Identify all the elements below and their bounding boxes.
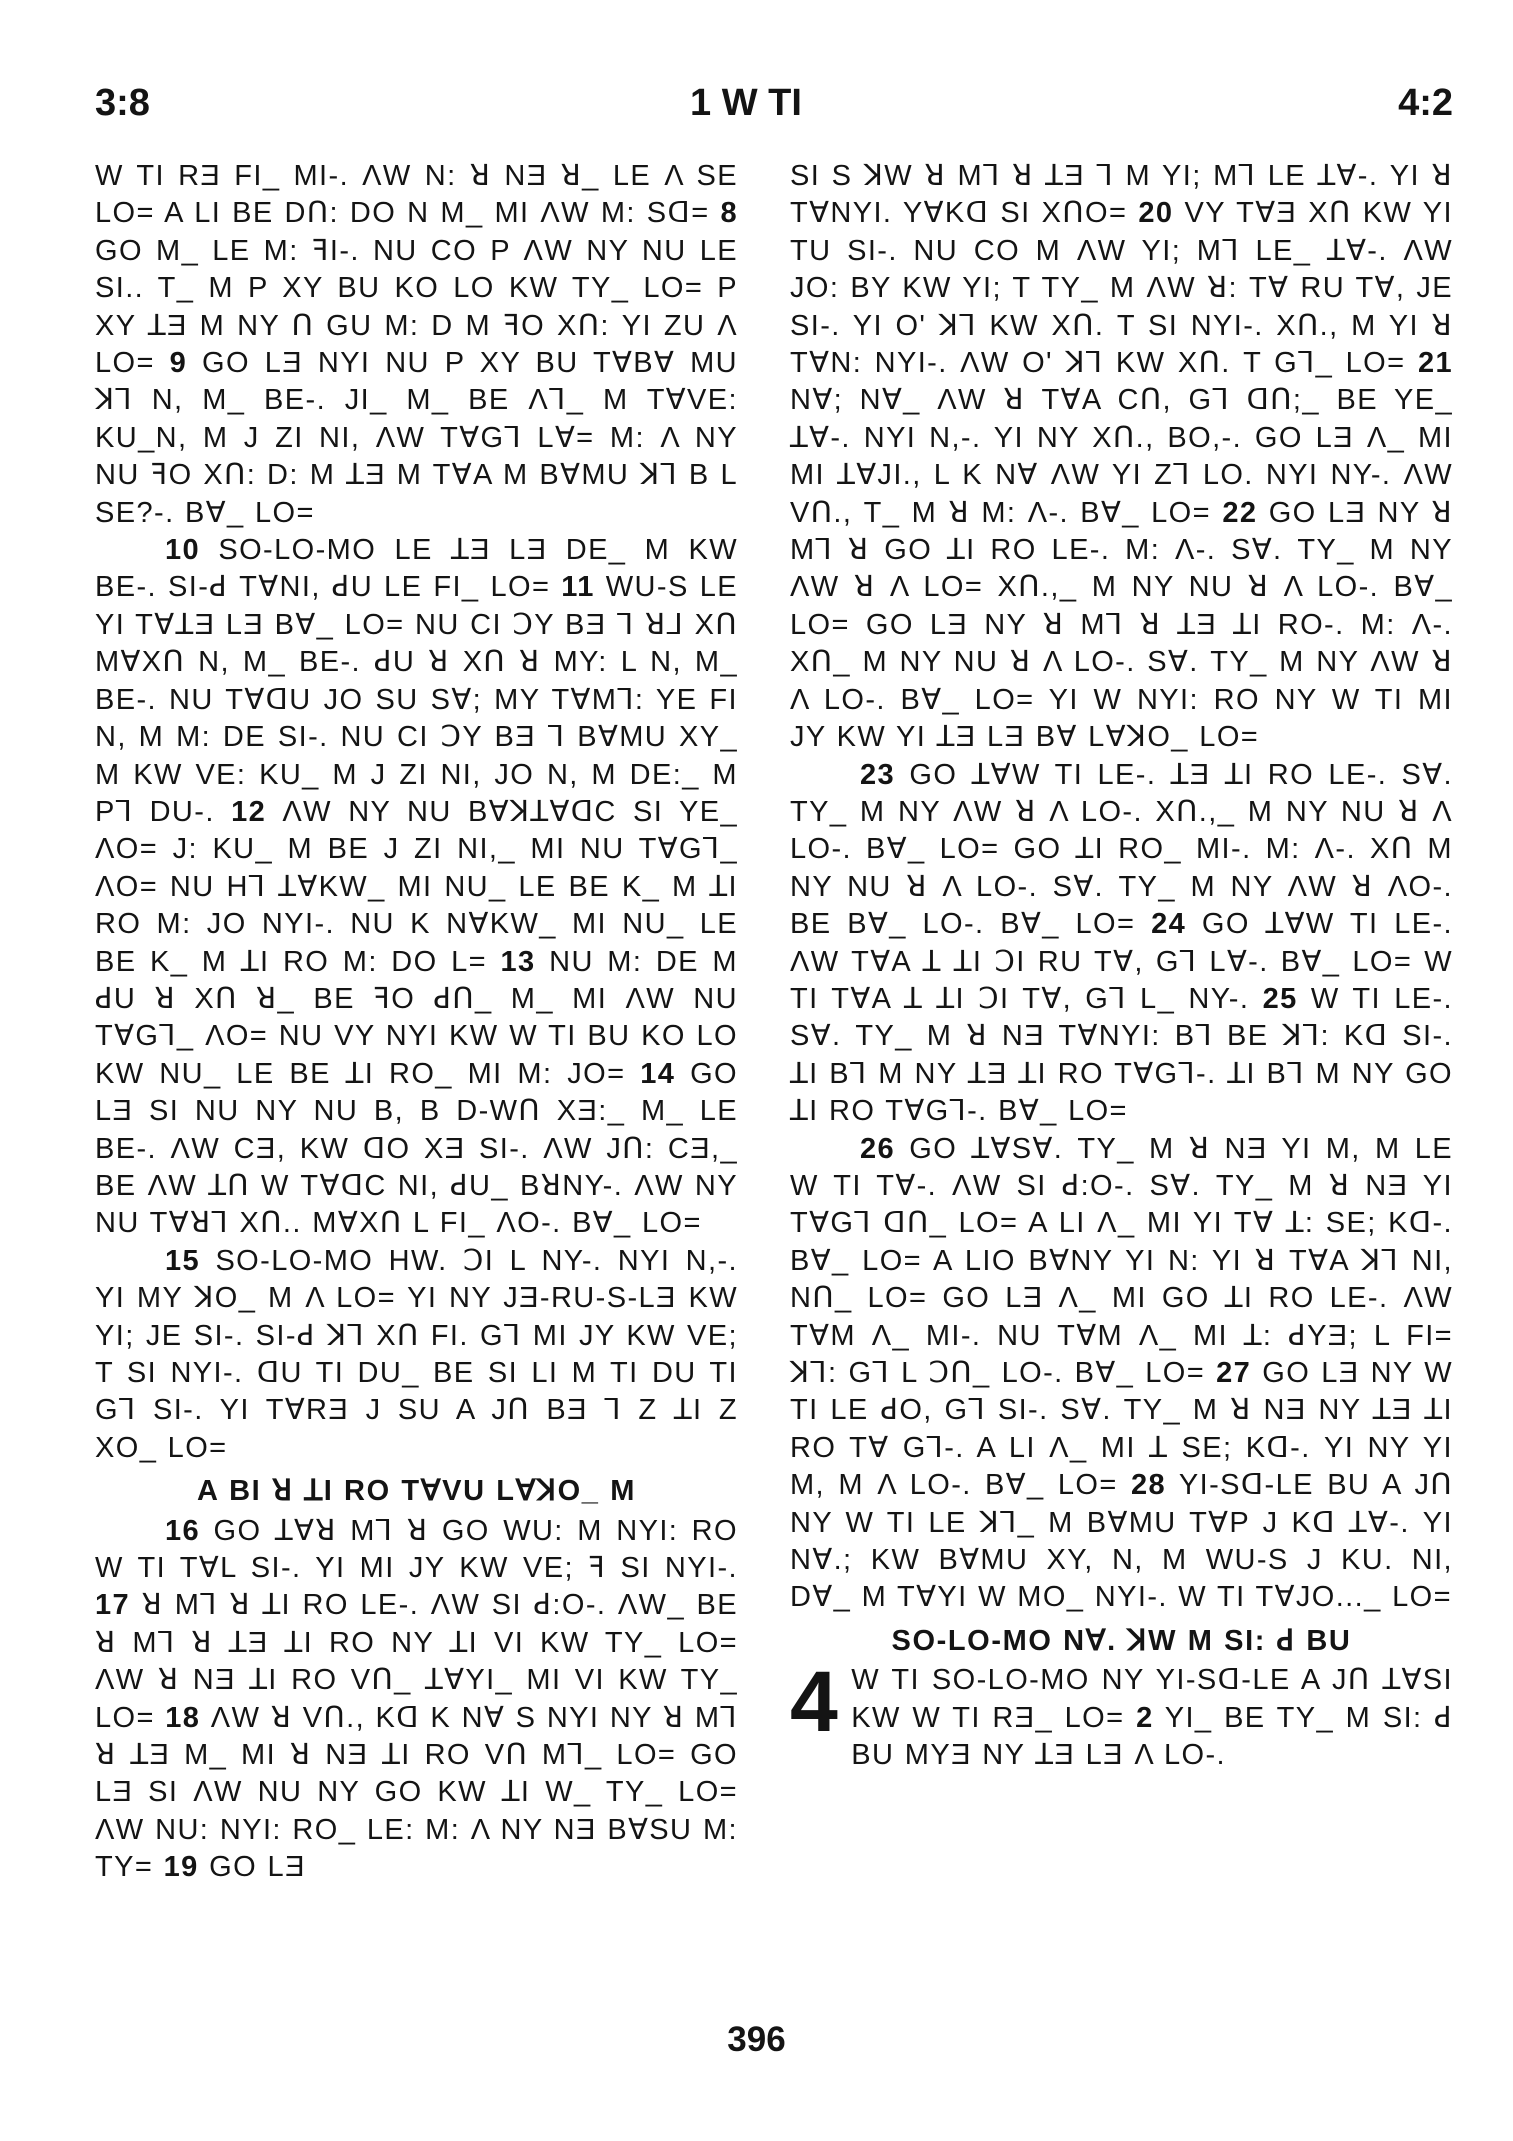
- header-left-reference: 3:8: [95, 82, 150, 124]
- verse-text: GO LƎ NY ꓤ M⅂ ꓤ GO ꓕI RO LE-. M: Λ-. Sꓯ. TY_ M NY ΛW ꓤ Λ LO= XՈ.,_ M NY NU ꓤ Λ LO-. Bꓯ_ LO= GO LƎ NY ꓤ M⅂ ꓤ ꓕƎ ꓕI RO-. M: Λ-. XՈ_ M NY NU ꓤ Λ LO-. Sꓯ. TY_ M NY ΛW ꓤ Λ LO-. Bꓯ_ LO= YI W NYI: RO NY W TI MI JY KW YI ꓕƎ LƎ Bꓯ LꓯꓘO_ LO=: [790, 496, 1453, 754]
- header-right-reference: 4:2: [1398, 82, 1453, 124]
- verse-text: ꓤ M⅂ ꓤ ꓕI RO LE-. ΛW SI ꓒ:O-. ΛW_ BE ꓤ M⅂ ꓤ ꓕƎ ꓕI RO NY ꓕI VI KW TY_ LO= ΛW ꓤ NƎ ꓕI RO VՈ_ ꓕꓯYI_ MI VI KW TY_ LO=: [95, 1589, 738, 1734]
- verse-text: ΛW NY NU BꓯꓘꓕꓯꓷC SI YE_ ΛO= J: KU_ M BE J ZI NI,_ MI NU TꓯG⅂_ ΛO= NU H⅂ ꓕꓯKW_ MI NU_ LE BE K_ M ꓕI RO M: JO NYI-. NU K NꓯKW_ MI NU_ LE BE K_ M ꓕI RO M: DO L=: [95, 795, 738, 978]
- verse-number: 12: [231, 795, 267, 828]
- paragraph: [95, 532, 738, 1243]
- verse-number: 16: [165, 1514, 201, 1547]
- verse-text: W TI SO-LO-MO NY YI-Sꓷ-LE A JՈ ꓕꓯSI KW W TI RƎ_ LO=: [851, 1664, 1453, 1734]
- paragraph: [95, 1513, 738, 1887]
- verse-text: SO-LO-MO HW. ꓛI L NY-. NYI N,-. YI MY ꓘO_ M Λ LO= YI NY JƎ-RU-S-LƎ KW YI; JE SI-. SI-ꓒ ꓘ⅂ XՈ FI. G⅂ MI JY KW VE; T SI NYI-. ꓷU TI DU_ BE SI LI M TI DU TI G⅂ SI-. YI TꓯRƎ J SU A JՈ BƎ ⅂ Z ꓕI Z XO_ LO=: [95, 1244, 738, 1464]
- verse-number: 13: [500, 945, 536, 978]
- verse-text: VY TꓯƎ XՈ KW YI TU SI-. NU CO M ΛW YI; M⅂ LE_ ꓕꓯ-. ΛW JO: BY KW YI; T TY_ M ΛW ꓤ: Tꓯ RU Tꓯ, JE SI-. YI O' ꓘ⅂ KW XՈ. T SI NYI-. XՈ., M YI ꓤ TꓯN: NYI-. ΛW O' ꓘ⅂ KW XՈ. T G⅂_ LO=: [790, 197, 1453, 380]
- verse-text: GO LƎ NY W TI LE ꓒO, G⅂ SI-. Sꓯ. TY_ M ꓤ NƎ NY ꓕƎ ꓕI RO Tꓯ G⅂-. A LI Λ_ MI ꓕ SE; Kꓷ-. YI NY YI M, M Λ LO-. Bꓯ_ LO=: [790, 1357, 1453, 1502]
- left-text-column: [95, 158, 738, 1887]
- verse-number: 2: [1136, 1701, 1154, 1734]
- verse-number: 27: [1216, 1357, 1252, 1389]
- verse-number: 9: [169, 347, 188, 380]
- verse-number: 18: [165, 1701, 201, 1734]
- verse-text: GO M_ LE M: ꟻI-. NU CO P ΛW NY NU LE SI.. T_ M P XY BU KO LO KW TY_ LO= P XY ꓕƎ M NY Ո GU M: D M ꟻO XՈ: YI ZU Λ LO=: [95, 234, 738, 380]
- verse-number: 19: [163, 1851, 199, 1884]
- section-heading: [790, 1623, 1453, 1660]
- verse-text: GO ꓕꓯW TI LE-. ꓕƎ ꓕI RO LE-. Sꓯ. TY_ M NY ΛW ꓤ Λ LO-. XՈ.,_ M NY NU ꓤ Λ LO-. Bꓯ_ LO= GO ꓕI RO_ MI-. M: Λ-. XՈ M NY NU ꓤ Λ LO-. Sꓯ. TY_ M NY ΛW ꓤ ΛO-. BE Bꓯ_ LO-. Bꓯ_ LO=: [790, 758, 1453, 941]
- verse-number: 25: [1262, 982, 1298, 1015]
- verse-text: GO ꓕꓯꓤ M⅂ ꓤ GO WU: M NYI: RO W TI TꓯL SI-. YI MI JY KW VE; ꟻ SI NYI-.: [95, 1514, 738, 1585]
- verse-number: 11: [561, 571, 595, 604]
- verse-text: GO ꓕꓯW TI LE-. ΛW TꓯA ꓕ ꓕI ꓛI RU Tꓯ, G⅂ Lꓯ-. Bꓯ_ LO= W TI TꓯA ꓕ ꓕI ꓛI Tꓯ, G⅂ L_ NY-.: [790, 908, 1453, 1015]
- verse-text: YI-Sꓷ-LE BU A JՈ NY W TI LE ꓘ⅂_ M BꓯMU TꓯP J Kꓷ ꓕꓯ-. YI Nꓯ.; KW BꓯMU XY, N, M WU-S J KU. NI, Dꓯ_ M TꓯYI W MO_ NYI-. W TI TꓯJO..._ LO=: [790, 1469, 1453, 1614]
- verse-text: SI S ꓘW ꓤ M⅂ ꓤ ꓕƎ ⅂ M YI; M⅂ LE ꓕꓯ-. YI ꓤ TꓯNYI. YꓯKꓷ SI XՈO=: [790, 160, 1453, 230]
- paragraph: [790, 158, 1453, 757]
- verse-text: GO LƎ NYI NU P XY BU TꓯBꓯ MU ꓘ⅂ N, M_ BE-. JI_ M_ BE Λ⅂_ M TꓯVE: KU_N, M J ZI NI, ΛW TꓯG⅂ Lꓯ= M: Λ NY NU ꟻO XՈ: D: M ꓕƎ M TꓯA M BꓯMU ꓘ⅂ B L SE?-. Bꓯ_ LO=: [95, 347, 738, 529]
- verse-text: A BI ꓤ ꓕI RO TꓯVU LꓯꓘO_ M: [197, 1475, 636, 1508]
- verse-number: 22: [1222, 496, 1258, 529]
- verse-text: YI_ BE TY_ M SI: ꓒ BU MYƎ NY ꓕƎ LƎ Λ LO-.: [851, 1701, 1453, 1772]
- verse-number: 17: [95, 1589, 131, 1622]
- paragraph: [95, 158, 738, 532]
- chapter-opening-paragraph: [790, 1654, 1453, 1774]
- verse-number: 28: [1131, 1469, 1167, 1502]
- verse-text: ΛW ꓤ VՈ., Kꓷ K Nꓯ S NYI NY ꓤ M⅂ ꓤ ꓕƎ M_ MI ꓤ NƎ ꓕI RO VՈ M⅂_ LO= GO LƎ SI ΛW NU NY GO KW ꓕI W_ TY_ LO= ΛW NU: NYI: RO_ LE: M: Λ NY NƎ BꓯSU M: TY=: [95, 1701, 738, 1884]
- chapter-number: 4: [790, 1654, 840, 1751]
- verse-number: 21: [1417, 347, 1453, 380]
- verse-text: W TI RƎ FI_ MI-. ΛW N: ꓤ NƎ ꓤ_ LE Λ SE LO= A LI BE DՈ: DO N M_ MI ΛW M: Sꓷ=: [95, 160, 738, 230]
- verse-text: GO LƎ SI NU NY NU B, B D-WՈ XƎ:_ M_ LE BE-. ΛW CƎ, KW ꓷO XƎ SI-. ΛW JՈ: CƎ,_ BE ΛW ꓕՈ W TꓯꓷC NI, ꓒU_ BꓤNY-. ΛW NY NU Tꓯꓤ⅂ XՈ.. MꓯXՈ L FI_ ΛO-. Bꓯ_ LO=: [95, 1057, 738, 1240]
- section-heading: [95, 1473, 738, 1510]
- verse-text: SO-LO-MO LE ꓕƎ LƎ DE_ M KW BE-. SI-ꓒ TꓯNI, ꓒU LE FI_ LO=: [95, 534, 738, 604]
- paragraph: [790, 1131, 1453, 1617]
- verse-number: 23: [860, 758, 896, 791]
- verse-text: SO-LO-MO Nꓯ. ꓘW M SI: ꓒ BU: [891, 1624, 1352, 1657]
- verse-text: W TI LE-. Sꓯ. TY_ M ꓤ NƎ TꓯNYI: B⅂ BE ꓘ⅂: Kꓷ SI-. ꓕI B⅂ M NY ꓕƎ ꓕI RO TꓯG⅂-. ꓕI B⅂ M NY GO ꓕI RO TꓯG⅂-. Bꓯ_ LO=: [790, 982, 1453, 1128]
- page-number: 396: [727, 2020, 786, 2059]
- verse-number: 24: [1151, 908, 1187, 941]
- verse-text: NU M: DE M ꓒU ꓤ XՈ ꓤ_ BE ꟻO ꓒՈ_ M_ MI ΛW NU TꓯG⅂_ ΛO= NU VY NYI KW W TI BU KO LO KW NU_ LE BE ꓕI RO_ MI M: JO=: [95, 945, 738, 1090]
- verse-number: 15: [165, 1244, 201, 1277]
- verse-number: 8: [720, 197, 738, 230]
- verse-number: 14: [640, 1057, 676, 1090]
- verse-text: Nꓯ; Nꓯ_ ΛW ꓤ TꓯA CՈ, G⅂ ꓷՈ;_ BE YE_ ꓕꓯ-. NYI N,-. YI NY XՈ., BO,-. GO LƎ Λ_ MI MI ꓕꓯJI., L K Nꓯ ΛW YI Z⅂ LO. NYI NY-. ΛW VՈ., T_ M ꓤ M: Λ-. Bꓯ_ LO=: [790, 384, 1453, 529]
- right-text-column: [790, 158, 1453, 1774]
- header-book-title: 1 W TI: [690, 82, 802, 124]
- verse-number: 26: [860, 1132, 896, 1165]
- verse-text: GO LƎ: [198, 1851, 306, 1884]
- verse-number: 10: [165, 534, 201, 567]
- paragraph: [95, 1243, 738, 1467]
- running-header: [95, 82, 1453, 142]
- verse-text: WU-S LE YI TꓯꓕƎ LƎ Bꓯ_ LO= NU CI ꓛY BƎ ⅂ ꓤ⅃ XՈ MꓯXՈ N, M_ BE-. ꓒU ꓤ XՈ ꓤ MY: L N, M_ BE-. NU TꓯꓷU JO SU Sꓯ; MY TꓯM⅂: YE FI N, M M: DE SI-. NU CI ꓛY BƎ ⅂ BꓯMU XY_ M KW VE: KU_ M J ZI NI, JO N, M DE:_ M P⅂ DU-.: [95, 571, 738, 828]
- paragraph: [790, 757, 1453, 1131]
- verse-text: GO ꓕꓯSꓯ. TY_ M ꓤ NƎ YI M, M LE W TI Tꓯ-. ΛW SI ꓒ:O-. Sꓯ. TY_ M ꓤ NƎ YI TꓯG⅂ ꓷՈ_ LO= A LI Λ_ MI YI Tꓯ ꓕ: SE; Kꓷ-. Bꓯ_ LO= A LIO BꓯNY YI N: YI ꓤ TꓯA ꓘ⅂ NI, NՈ_ LO= GO LƎ Λ_ MI GO ꓕI RO LE-. ΛW TꓯM Λ_ MI-. NU TꓯM Λ_ MI ꓕ: ꓒYƎ; L FI= ꓘ⅂: G⅂ L ꓛՈ_ LO-. Bꓯ_ LO=: [790, 1132, 1453, 1389]
- verse-number: 20: [1138, 197, 1174, 230]
